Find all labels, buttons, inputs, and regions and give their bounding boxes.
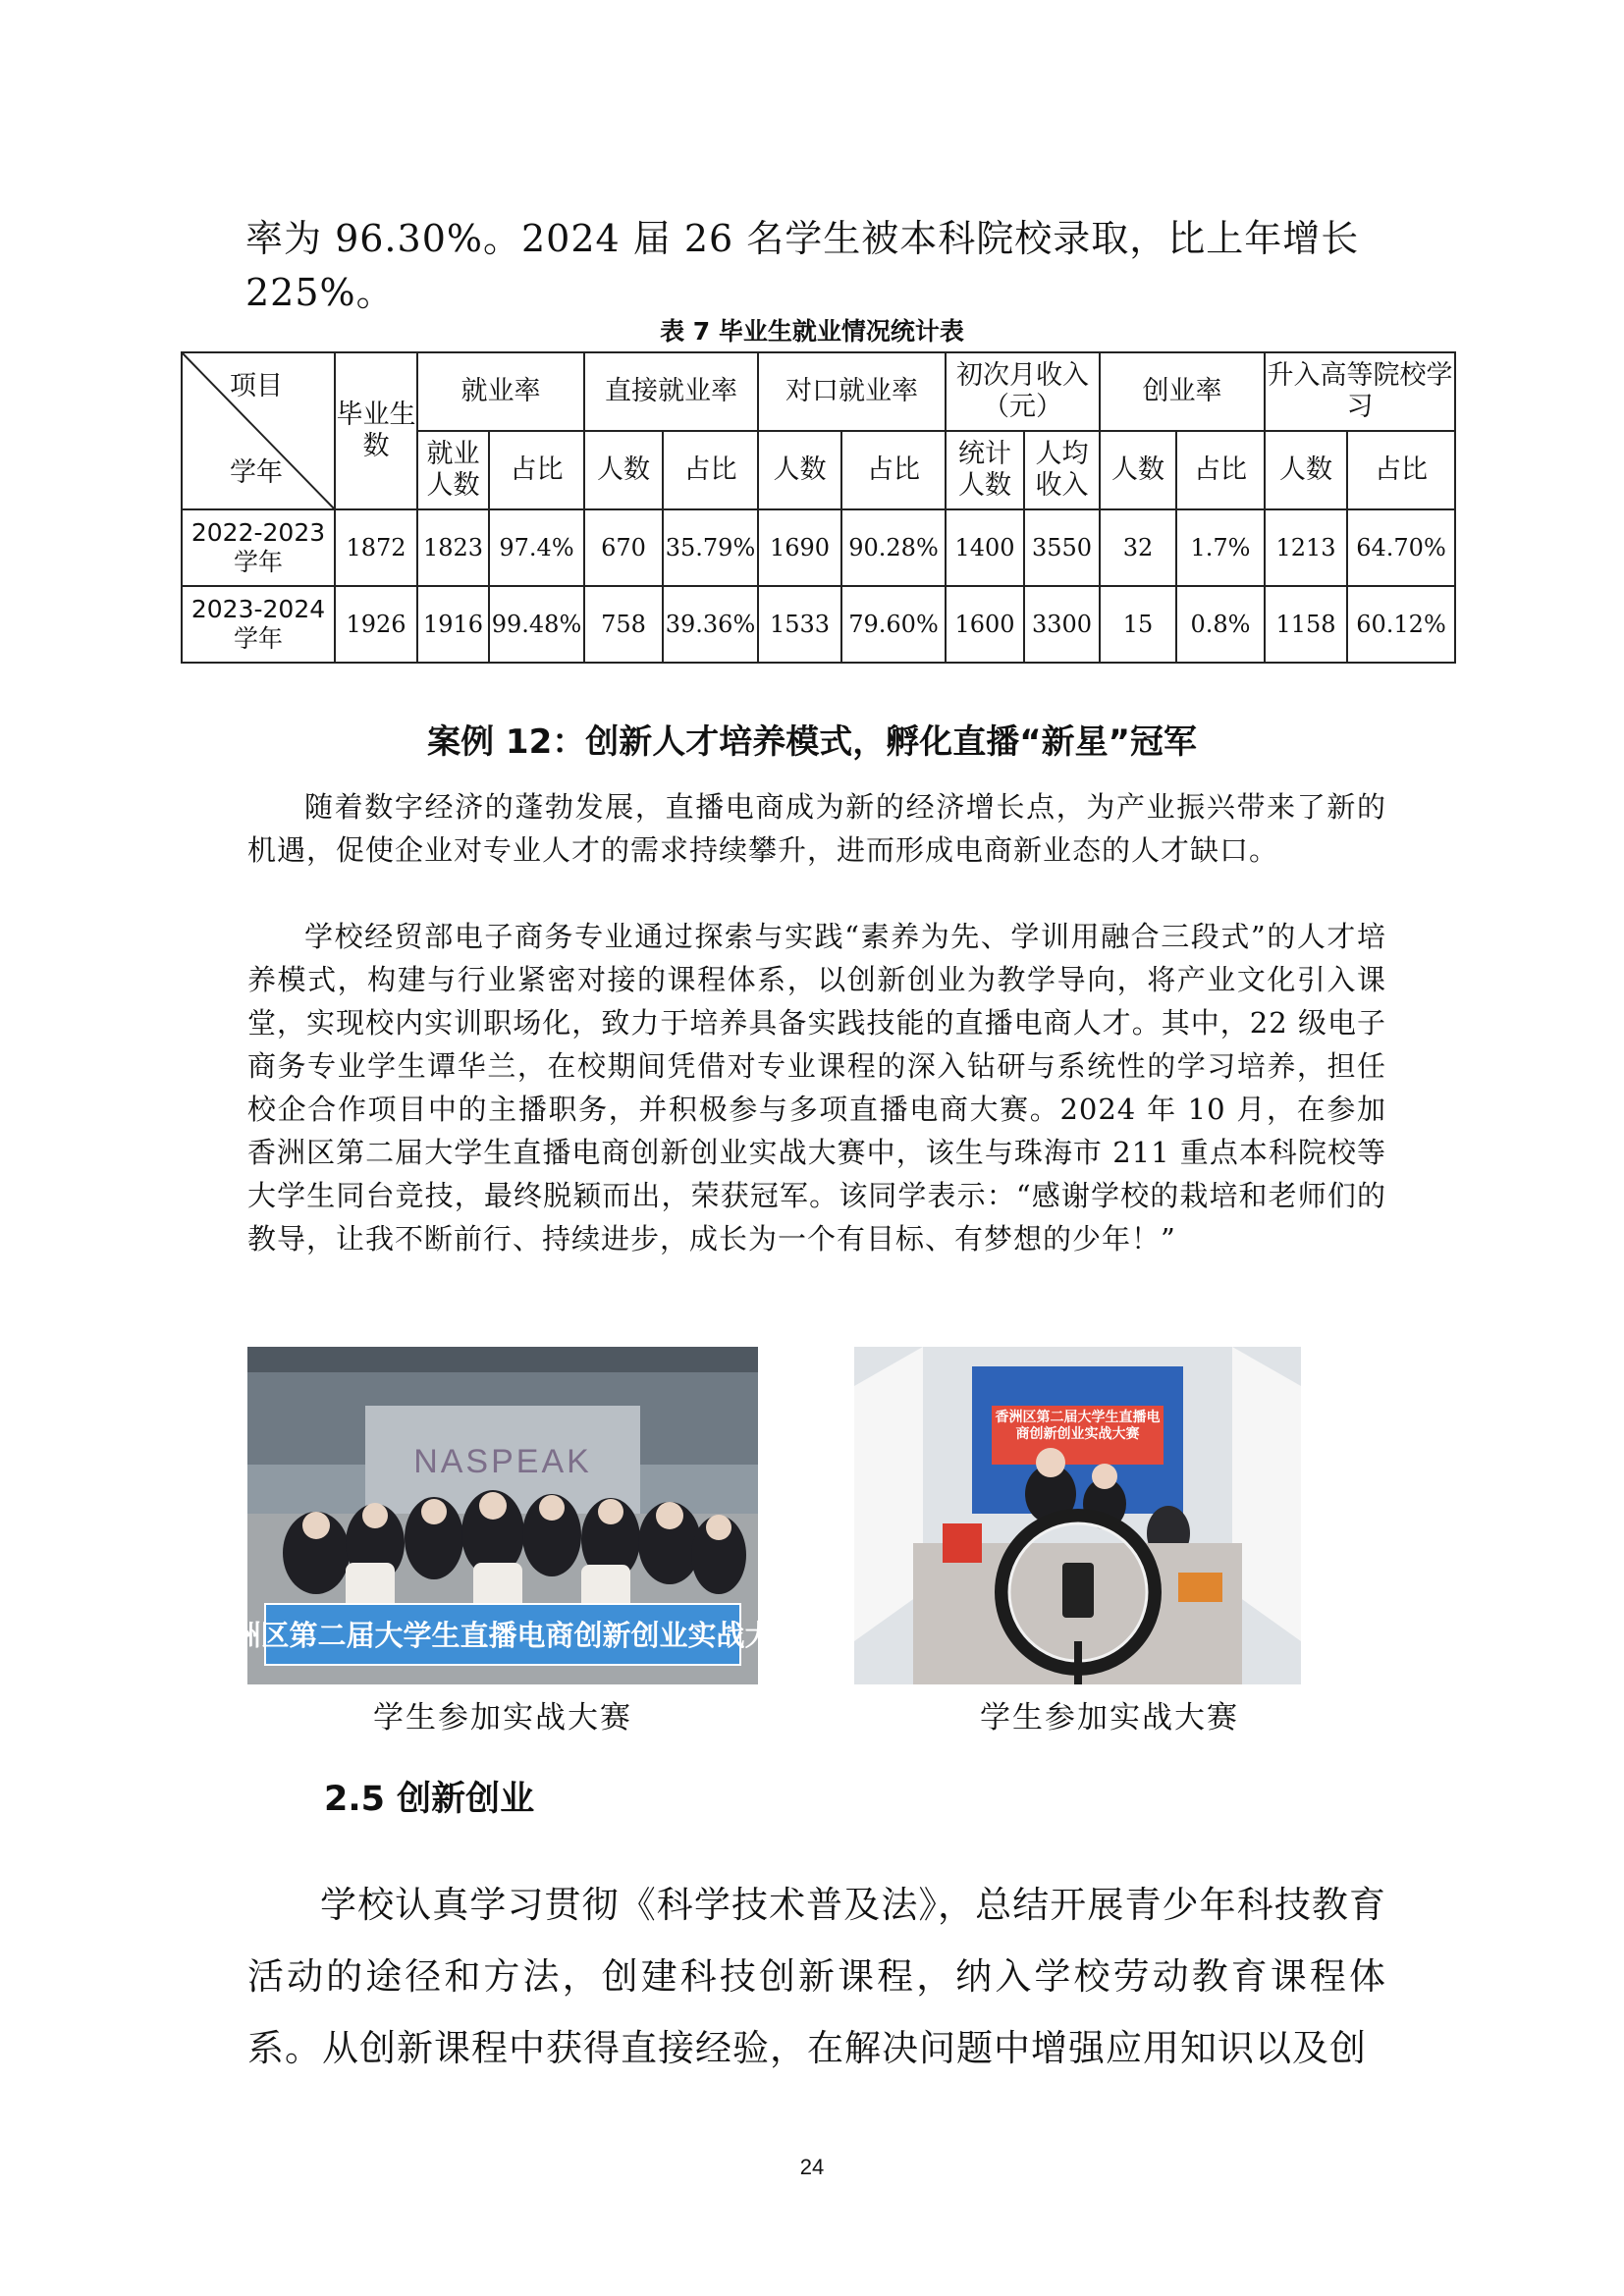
sub-avg-income: 人均收入 bbox=[1024, 431, 1100, 509]
case-paragraph-1: 随着数字经济的蓬勃发展，直播电商成为新的经济增长点，为产业振兴带来了新的机遇，促使企业对专业人才的需求持续攀升，进而形成电商新业态的人才缺口。 bbox=[247, 790, 1386, 867]
diagonal-header-cell bbox=[182, 352, 335, 509]
cell: 97.4% bbox=[489, 509, 584, 586]
row-year: 2022-2023学年 bbox=[182, 509, 335, 586]
photo-caption-right: 学生参加实战大赛 bbox=[980, 1700, 1239, 1735]
row-year: 2023-2024学年 bbox=[182, 586, 335, 663]
photo-caption-left: 学生参加实战大赛 bbox=[373, 1700, 632, 1735]
case-paragraph-2: 学校经贸部电子商务专业通过探索与实践“素养为先、学训用融合三段式”的人才培养模式，构建与行业紧密对接的课程体系，以创新创业为教学导向，将产业文化引入课堂，实现校内实训职场化，致力于培养具备实践技能的直播电商人才。其中，22 级电子商务专业学生谭华兰，在校期间凭借对专业课程的深入钻研与系统性的学习培养，担任校企合作项目中的主播职务，并积极参与多项直播电商大赛。2024 年 10 月，在参加香洲区第二届大学生直播电商创新创业实战大赛中，该生与珠海市 211 重点本科院校等大学生同台竞技，最终脱颖而出，荣获冠军。该同学表示：“感谢学校的栽培和老师们的教导，让我不断前行、持续进步，成长为一个有目标、有梦想的少年！” bbox=[247, 920, 1386, 1255]
cell: 1690 bbox=[758, 509, 841, 586]
cell: 1916 bbox=[417, 586, 489, 663]
table-row bbox=[182, 586, 1455, 663]
cell: 1600 bbox=[946, 586, 1024, 663]
sub-count: 人数 bbox=[1100, 431, 1176, 509]
sub-count: 人数 bbox=[1265, 431, 1347, 509]
cell: 1213 bbox=[1265, 509, 1347, 586]
cell: 1926 bbox=[335, 586, 417, 663]
section-heading: 2.5 创新创业 bbox=[324, 1780, 535, 1819]
cell: 670 bbox=[584, 509, 663, 586]
cell: 1872 bbox=[335, 509, 417, 586]
sub-ratio: 占比 bbox=[841, 431, 946, 509]
cell: 90.28% bbox=[841, 509, 946, 586]
cell: 64.70% bbox=[1347, 509, 1455, 586]
sub-ratio: 占比 bbox=[489, 431, 584, 509]
group-photo-illustration bbox=[203, 1347, 802, 1684]
livestream-photo-illustration bbox=[854, 1347, 1301, 1684]
cell: 1.7% bbox=[1176, 509, 1265, 586]
sub-stat-count: 统计人数 bbox=[946, 431, 1024, 509]
sub-employed-count: 就业人数 bbox=[417, 431, 489, 509]
sub-ratio: 占比 bbox=[1176, 431, 1265, 509]
table-row bbox=[182, 509, 1455, 586]
higher-education-header: 升入高等院校学习 bbox=[1265, 352, 1455, 431]
case-title: 案例 12：创新人才培养模式，孵化直播“新星”冠军 bbox=[427, 722, 1197, 762]
photo-livestream-setup bbox=[854, 1347, 1301, 1684]
employment-rate-header: 就业率 bbox=[417, 352, 584, 431]
cell: 0.8% bbox=[1176, 586, 1265, 663]
diag-bottom-label: 学年 bbox=[230, 456, 283, 488]
table-caption: 表 7 毕业生就业情况统计表 bbox=[660, 317, 964, 346]
page-number: 24 bbox=[799, 2155, 825, 2179]
employment-stats-table bbox=[181, 351, 1456, 664]
sub-count: 人数 bbox=[584, 431, 663, 509]
cell: 758 bbox=[584, 586, 663, 663]
banner-text: 香洲区第二届大学生直播电商创新创业实战大赛 bbox=[203, 1619, 802, 1652]
cell: 60.12% bbox=[1347, 586, 1455, 663]
direct-employment-header: 直接就业率 bbox=[584, 352, 758, 431]
lead-line: 率为 96.30%。2024 届 26 名学生被本科院校录取，比上年增长 225%。 bbox=[245, 217, 1360, 314]
cell: 3550 bbox=[1024, 509, 1100, 586]
cell: 1158 bbox=[1265, 586, 1347, 663]
cell: 35.79% bbox=[663, 509, 758, 586]
cell: 1823 bbox=[417, 509, 489, 586]
board-text: 香洲区第二届大学生直播电商创新创业实战大赛 bbox=[995, 1410, 1161, 1442]
cell: 32 bbox=[1100, 509, 1176, 586]
cell: 3300 bbox=[1024, 586, 1100, 663]
cell: 15 bbox=[1100, 586, 1176, 663]
backdrop-text: NASPEAK bbox=[413, 1443, 592, 1480]
cell: 99.48% bbox=[489, 586, 584, 663]
entrepreneurship-header: 创业率 bbox=[1100, 352, 1265, 431]
diag-top-label: 项目 bbox=[230, 371, 283, 401]
cell: 1400 bbox=[946, 509, 1024, 586]
sub-count: 人数 bbox=[758, 431, 841, 509]
photo-group-competition bbox=[203, 1347, 802, 1684]
section-paragraph: 学校认真学习贯彻《科学技术普及法》，总结开展青少年科技教育活动的途径和方法，创建科技创新课程，纳入学校劳动教育课程体系。从创新课程中获得直接经验，在解决问题中增强应用知识以及创 bbox=[247, 1884, 1386, 2069]
matched-employment-header: 对口就业率 bbox=[758, 352, 946, 431]
sub-ratio: 占比 bbox=[663, 431, 758, 509]
graduates-header: 毕业生数 bbox=[335, 352, 417, 509]
first-income-header: 初次月收入（元） bbox=[946, 352, 1100, 431]
cell: 1533 bbox=[758, 586, 841, 663]
cell: 79.60% bbox=[841, 586, 946, 663]
sub-ratio: 占比 bbox=[1347, 431, 1455, 509]
cell: 39.36% bbox=[663, 586, 758, 663]
